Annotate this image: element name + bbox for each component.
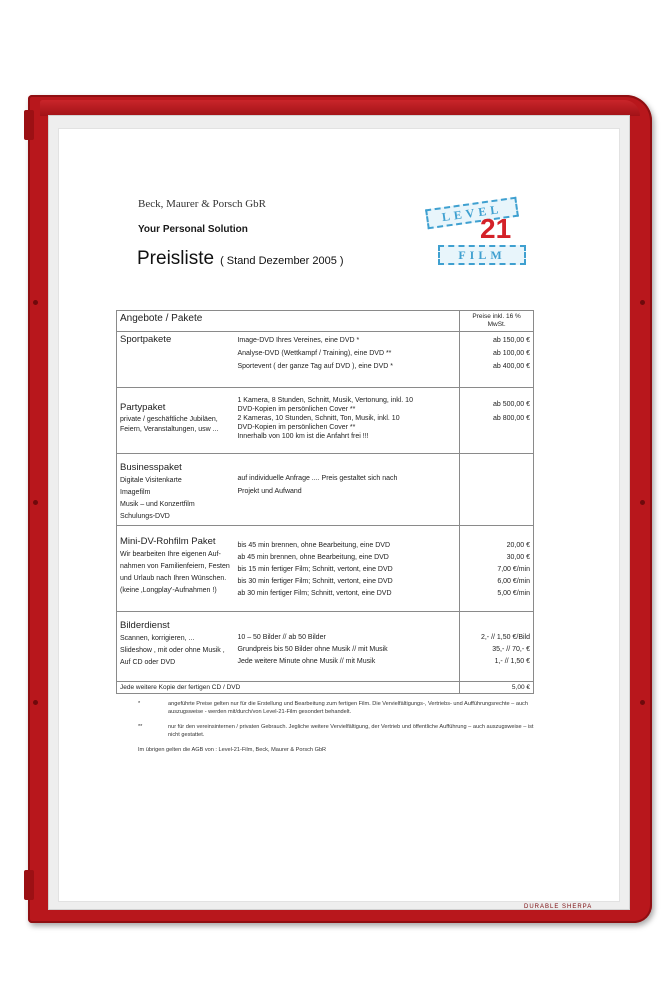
item-text: bis 45 min brennen, ohne Bearbeitung, eine DVD <box>237 542 391 549</box>
agb-note: Im übrigen gelten die AGB von : Level-21-Film, Beck, Maurer & Porsch GbR <box>138 747 327 753</box>
category-detail: Feiern, Veranstaltungen, usw ... <box>120 426 219 433</box>
footnote-mark: * <box>138 701 141 707</box>
extra-copy-label: Jede weitere Kopie der fertigen CD / DVD <box>117 682 460 694</box>
panel-pin <box>640 500 645 505</box>
item-text: 1 Kamera, 8 Stunden, Schnitt, Musik, Vertonung, inkl. 10 <box>237 397 413 404</box>
table-row <box>117 388 534 454</box>
category-title: Bilderdienst <box>120 620 170 631</box>
logo-film-strip-top: LEVEL <box>425 197 519 230</box>
price-text: ab 150,00 € <box>493 337 530 344</box>
category-detail: Scannen, korrigieren, ... <box>120 635 195 642</box>
item-text: Jede weitere Minute ohne Musik // mit Musik <box>237 658 376 665</box>
item-text: 10 – 50 Bilder // ab 50 Bilder <box>237 634 326 641</box>
page-title <box>137 248 344 270</box>
category-detail: Musik – und Konzertfilm <box>120 501 195 508</box>
panel-pin <box>33 500 38 505</box>
level21-film-logo <box>418 185 528 270</box>
category-title: Businesspaket <box>120 462 182 473</box>
price-text: 5,00 €/min <box>497 590 530 597</box>
table-row <box>117 454 534 526</box>
item-text: ab 45 min brennen, ohne Bearbeitung, eine DVD <box>237 554 389 561</box>
price-text: ab 100,00 € <box>493 350 530 357</box>
price-text: 6,00 €/min <box>497 578 530 585</box>
price-text: 30,00 € <box>506 554 530 561</box>
table-row <box>117 332 534 388</box>
item-text: bis 30 min fertiger Film; Schnitt, vertont, eine DVD <box>237 578 393 585</box>
slogan: Your Personal Solution <box>138 224 248 235</box>
item-text: bis 15 min fertiger Film; Schnitt, vertont, eine DVD <box>237 566 393 573</box>
logo-number: 21 <box>480 213 512 244</box>
extra-copy-price: 5,00 € <box>460 682 534 694</box>
title-text: Preisliste <box>137 248 215 269</box>
panel-pin <box>640 700 645 705</box>
item-text: Grundpreis bis 50 Bilder ohne Musik // mit Musik <box>237 646 388 653</box>
title-date: ( Stand Dezember 2005 ) <box>220 255 344 267</box>
table-footer-row <box>117 682 534 694</box>
logo-film-strip-bottom: FILM <box>438 245 526 265</box>
item-text: Projekt und Aufwand <box>237 488 302 495</box>
item-text: Sportevent ( der ganze Tag auf DVD ), eine DVD * <box>237 363 393 370</box>
item-text: Analyse-DVD (Wettkampf / Training), eine DVD ** <box>237 350 392 357</box>
category-detail: nahmen von Familienfeiern, Festen <box>120 563 230 570</box>
footnote-text: nur für den vereinsinternen / privaten Gebrauch. Jegliche weitere Vervielfältigung, der Vertrieb und öffentliche Aufführung – auch auszugsweise – ist nicht gestattet. <box>168 724 534 738</box>
footnote-mark: ** <box>138 724 143 730</box>
table-header-prices: Preise inkl. 16 % MwSt. <box>460 311 534 332</box>
item-text: DVD-Kopien im persönlichen Cover ** <box>237 424 356 431</box>
hinge-top <box>24 110 34 140</box>
item-text: ab 30 min fertiger Film; Schnitt, vertont, eine DVD <box>237 590 392 597</box>
item-text: auf individuelle Anfrage .... Preis gestaltet sich nach <box>237 475 398 482</box>
category-detail: Auf CD oder DVD <box>120 659 176 666</box>
footnote <box>138 723 538 739</box>
category-title: Sportpakete <box>120 334 172 345</box>
item-text: 2 Kameras, 10 Stunden, Schnitt, Ton, Musik, inkl. 10 <box>237 415 400 422</box>
panel-top-rail <box>40 100 640 116</box>
category-title: Partypaket <box>120 402 166 413</box>
panel-pin <box>33 300 38 305</box>
category-detail: Wir bearbeiten Ihre eigenen Auf- <box>120 551 221 558</box>
item-text: Image-DVD Ihres Vereines, eine DVD * <box>237 337 360 344</box>
category-title: Mini-DV-Rohfilm Paket <box>120 536 216 547</box>
category-detail: und Urlaub nach Ihren Wünschen. <box>120 575 227 582</box>
footnotes <box>138 700 538 754</box>
category-detail: (keine ‚Longplay'-Aufnahmen !) <box>120 587 217 594</box>
panel-pin <box>33 700 38 705</box>
price-text: ab 800,00 € <box>493 415 530 422</box>
price-text: 7,00 €/min <box>497 566 530 573</box>
category-detail: private / geschäftliche Jubiläen, <box>120 416 218 423</box>
category-detail: Slideshow , mit oder ohne Musik , <box>120 647 225 654</box>
price-text: 2,- // 1,50 €/Bild <box>480 634 530 641</box>
price-text: ab 500,00 € <box>493 401 530 408</box>
category-detail: Digitale Visitenkarte <box>120 477 182 484</box>
panel-pin <box>640 300 645 305</box>
price-table <box>116 310 534 694</box>
item-text: Innerhalb von 100 km ist die Anfahrt frei !!! <box>237 433 369 440</box>
price-text: 1,- // 1,50 € <box>494 658 530 665</box>
hinge-bottom <box>24 870 34 900</box>
item-text: DVD-Kopien im persönlichen Cover ** <box>237 406 356 413</box>
category-detail: Imagefilm <box>120 489 151 496</box>
price-text: ab 400,00 € <box>493 363 530 370</box>
price-text: 35,- // 70,- € <box>492 646 530 653</box>
table-row <box>117 612 534 682</box>
company-name: Beck, Maurer & Porsch GbR <box>138 198 267 210</box>
category-detail: Schulungs-DVD <box>120 513 170 520</box>
footnote-text: angeführte Preise gelten nur für die Erstellung und Bearbeitung zum fertigen Film. Die Vervielfältigungs-, Vertriebs- und Aufführungsrechte – auch auszugsweise - werden mit/durch/von Level-21-Film gesondert behandelt. <box>168 701 528 715</box>
price-text: 20,00 € <box>506 542 530 549</box>
table-header-offers: Angebote / Pakete <box>117 311 460 332</box>
frame-brand-mark: DURABLE SHERPA <box>524 904 593 910</box>
footnote <box>138 700 538 716</box>
table-row <box>117 526 534 612</box>
